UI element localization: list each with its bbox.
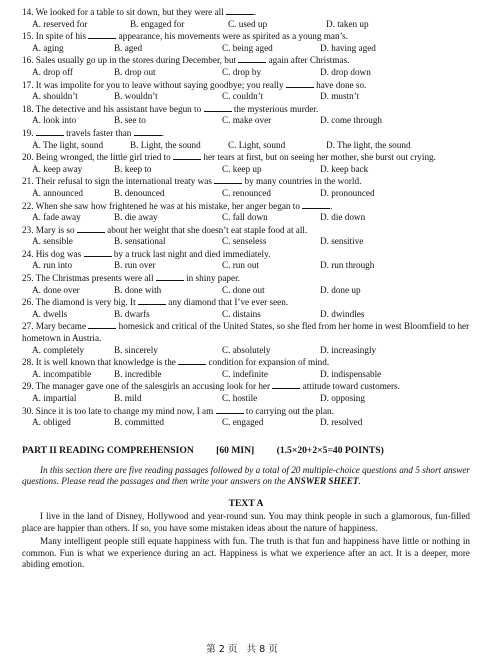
text-a-title: TEXT A (228, 497, 264, 509)
part-title: PART II READING COMPREHENSION (22, 444, 194, 456)
answer-option: A. run into (32, 260, 73, 271)
answer-option: D. dwindles (320, 308, 365, 319)
option-row (22, 309, 470, 321)
question-number: 25. (22, 273, 34, 284)
answer-option: D. keep back (320, 163, 369, 174)
page-number: 第 2 页 (206, 644, 238, 655)
option-row (22, 260, 470, 272)
answer-option: C. drop by (222, 66, 262, 77)
answer-option: B. denounced (114, 187, 165, 198)
answer-option: B. sincerely (114, 344, 158, 355)
part-time: [60 MIN] (216, 444, 255, 456)
answer-option: A. drop off (32, 66, 73, 77)
answer-option: D. taken up (326, 18, 369, 29)
answer-option: A. fade away (32, 212, 81, 223)
answer-option: C. renounced (222, 187, 271, 198)
question-stem (22, 248, 470, 261)
answer-option: D. come through (320, 115, 383, 126)
answer-option: C. being aged (222, 42, 273, 53)
answer-option: B. mild (114, 393, 142, 403)
answer-option: B. sensational (114, 236, 166, 247)
answer-blank (216, 405, 244, 414)
answer-option: D. opposing (320, 393, 365, 403)
answer-option: C. done out (222, 284, 265, 295)
answer-option: D. pronounced (320, 187, 375, 198)
stem-text: Mary is so (35, 224, 77, 235)
option-row (22, 140, 470, 152)
answer-option: A. shouldn’t (32, 91, 78, 102)
answer-option: A. announced (32, 187, 84, 198)
answer-option: B. incredible (114, 368, 162, 379)
answer-blank (77, 224, 105, 233)
question-stem (22, 405, 470, 418)
stem-text: appearance, his movements were as spirited as a young man’s. (116, 31, 349, 42)
stem-text: attitude toward customers. (300, 381, 400, 392)
instructions-end: . (358, 476, 361, 487)
answer-blank (36, 127, 64, 136)
option-row (22, 393, 470, 405)
option-row (22, 43, 470, 55)
stem-text: by a truck last night and died immediately. (111, 248, 271, 259)
page-footer (0, 641, 484, 655)
question-stem (22, 296, 470, 309)
answer-option: D. mustn’t (320, 91, 360, 102)
question-stem (22, 79, 470, 92)
question-stem (22, 200, 470, 213)
answer-option: A. reserved for (32, 18, 88, 29)
answer-blank (138, 296, 166, 305)
stem-text: We looked for a table to sit down, but they were all (35, 7, 226, 17)
stem-text: The manager gave one of the salesgirls an accusing look for her (35, 381, 273, 392)
answer-option: D. drop down (320, 66, 371, 77)
question-stem (22, 30, 470, 43)
stem-text: His dog was (35, 248, 84, 259)
question-stem (22, 103, 470, 116)
question-stem (22, 54, 470, 67)
answer-option: C. couldn’t (222, 91, 264, 102)
question-stem (22, 151, 470, 164)
answer-option: D. indispensable (320, 368, 382, 379)
answer-blank (302, 200, 333, 211)
option-row (22, 285, 470, 297)
page-total: 共 8 页 (246, 644, 278, 655)
answer-blank (173, 151, 201, 160)
stem-text: travels faster than (63, 127, 134, 138)
option-row (22, 236, 470, 248)
answer-blank (88, 320, 116, 329)
stem-text: her tears at first, but on seeing her mother, she burst out crying. (201, 152, 436, 163)
part-instructions (22, 465, 470, 488)
part-points: (1.5×20+2×5=40 POINTS) (276, 444, 384, 456)
option-row (22, 212, 470, 224)
stem-text: any diamond that I’ve ever seen. (165, 297, 289, 308)
answer-blank (214, 175, 242, 184)
question-stem (22, 224, 470, 237)
stem-text: The Christmas presents were all (35, 273, 156, 284)
answer-option: A. The light, sound (32, 139, 104, 150)
question-number: 30. (22, 405, 34, 416)
stem-text: in shiny paper. (183, 273, 240, 284)
instructions-text: In this section there are five reading passages followed by a total of 20 multiple-choice questions and 5 short answer questions. Please read the passages and then write your answers on the (22, 464, 470, 487)
answer-option: C. used up (228, 18, 268, 29)
question-number: 15. (22, 31, 34, 42)
option-row (22, 164, 470, 176)
stem-text: Since it is too late to change my mind now, I am (35, 405, 216, 416)
option-row (22, 115, 470, 127)
answer-option: D. done up (320, 284, 361, 295)
answer-option: A. impartial (32, 393, 77, 403)
answer-option: B. Light, the sound (130, 139, 201, 150)
answer-blank (88, 30, 116, 39)
answer-option: B. die away (114, 212, 158, 223)
stem-text: to carrying out the plan. (243, 405, 334, 416)
question-number: 28. (22, 357, 34, 368)
answer-option: D. having aged (320, 42, 376, 53)
answer-option: A. obliged (32, 417, 71, 428)
answer-option: C. senseless (222, 236, 267, 247)
answer-blank (226, 6, 257, 17)
answer-option: A. sensible (32, 236, 73, 247)
option-row (22, 369, 470, 381)
question-number: 17. (22, 79, 34, 90)
question-stem (22, 272, 470, 285)
question-stem (22, 127, 470, 140)
stem-text: When she saw how frightened he was at his mistake, her anger began to (35, 200, 303, 211)
stem-text: The detective and his assistant have begun to (35, 103, 204, 114)
answer-option: B. committed (114, 417, 165, 428)
answer-option: D. die down (320, 212, 366, 223)
stem-text: again after Christmas. (266, 55, 350, 66)
question-stem (22, 175, 470, 188)
option-row (22, 188, 470, 200)
answer-option: B. drop out (114, 66, 156, 77)
answer-option: B. aged (114, 42, 143, 53)
answer-option: D. increasingly (320, 344, 377, 355)
option-row (22, 19, 470, 31)
stem-text: . (253, 7, 257, 17)
stem-text: Being wronged, the little girl tried to (35, 152, 174, 163)
answer-option: D. resolved (320, 417, 363, 428)
option-row (22, 67, 470, 79)
answer-option: B. keep to (114, 163, 152, 174)
question-number: 18. (22, 103, 34, 114)
answer-sheet-label: ANSWER SHEET (287, 476, 359, 487)
option-row (22, 345, 470, 357)
answer-option: A. incompatible (32, 368, 92, 379)
stem-text: The diamond is very big. It (35, 297, 138, 308)
answer-option: C. indefinite (222, 368, 268, 379)
answer-option: B. done with (114, 284, 162, 295)
question-number: 27. (22, 321, 34, 332)
answer-blank (178, 356, 206, 365)
stem-text: . (161, 127, 164, 138)
answer-option: C. make over (222, 115, 272, 126)
answer-option: D. run through (320, 260, 375, 271)
question-number: 16. (22, 55, 34, 66)
answer-option: C. hostile (222, 393, 258, 403)
stem-text: homesick and critical of the United States, so she fled from her home in west Bloomfield to her hometown in Austria. (22, 321, 470, 344)
question-stem (22, 6, 470, 19)
question-number: 26. (22, 297, 34, 308)
question-number: 19. (22, 127, 34, 138)
answer-option: C. fall down (222, 212, 268, 223)
answer-option: C. distains (222, 308, 261, 319)
stem-text: the mysterious murder. (231, 103, 319, 114)
answer-blank (134, 127, 162, 136)
answer-option: A. done over (32, 284, 80, 295)
answer-option: D. sensitive (320, 236, 364, 247)
question-number: 20. (22, 152, 34, 163)
answer-blank (272, 380, 300, 389)
stem-text: have done so. (313, 79, 367, 90)
stem-text: by many countries in the world. (242, 176, 362, 187)
answer-option: D. The light, the sound (326, 139, 411, 150)
answer-option: B. engaged for (130, 18, 185, 29)
stem-text: about her weight that she doesn’t eat staple food at all. (104, 224, 308, 235)
text-a-paragraph-2: Many intelligent people still equate happiness with fun. The truth is that fun and happiness have little or nothing in common. Fun is what we experience during an act. Happiness is what we experience after an act. It is a deeper, more abiding emotion. (22, 536, 470, 570)
answer-blank (156, 272, 184, 281)
question-number: 21. (22, 176, 34, 187)
question-stem (22, 380, 470, 393)
question-stem (22, 356, 470, 369)
answer-option: B. see to (114, 115, 146, 126)
answer-option: C. run out (222, 260, 260, 271)
answer-option: C. keep up (222, 163, 262, 174)
answer-option: B. wouldn’t (114, 91, 158, 102)
answer-option: A. dwells (32, 308, 68, 319)
stem-text: In spite of his (35, 31, 89, 42)
question-list (22, 6, 470, 429)
answer-option: C. engaged (222, 417, 264, 428)
stem-text: . (330, 200, 333, 211)
text-a-paragraph-1: I live in the land of Disney, Hollywood and year-round sun. You may think people in such a glamorous, fun-filled place are happier than others. If so, you have some mistaken ideas about the nature of happiness. (22, 510, 470, 533)
stem-text: It is well known that knowledge is the (35, 357, 179, 368)
question-number: 14. (22, 7, 34, 17)
answer-option: B. dwarfs (114, 308, 150, 319)
question-number: 22. (22, 200, 34, 211)
option-row (22, 417, 470, 429)
answer-blank (204, 103, 232, 112)
answer-blank (238, 54, 266, 63)
answer-option: C. absolutely (222, 344, 271, 355)
answer-option: A. keep away (32, 163, 83, 174)
stem-text: Mary became (35, 321, 89, 332)
option-row (22, 91, 470, 103)
answer-option: A. look into (32, 115, 77, 126)
answer-option: B. run over (114, 260, 156, 271)
question-number: 29. (22, 381, 34, 392)
stem-text: Sales usually go up in the stores during December, but (35, 55, 239, 66)
answer-option: A. completely (32, 344, 85, 355)
stem-text: condition for expansion of mind. (206, 357, 330, 368)
stem-text: It was impolite for you to leave without saying goodbye; you really (35, 79, 286, 90)
stem-text: Their refusal to sign the international treaty was (35, 176, 215, 187)
part-heading (22, 445, 470, 457)
answer-option: C. Light, sound (228, 139, 286, 150)
question-number: 23. (22, 224, 34, 235)
question-stem (22, 320, 470, 344)
question-number: 24. (22, 248, 34, 259)
answer-blank (286, 79, 314, 88)
answer-blank (84, 248, 112, 257)
answer-option: A. aging (32, 42, 64, 53)
